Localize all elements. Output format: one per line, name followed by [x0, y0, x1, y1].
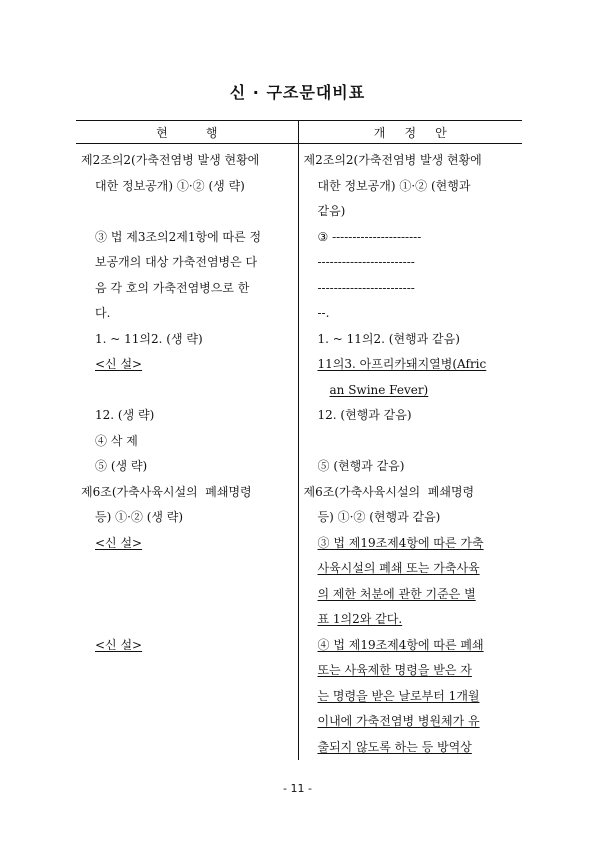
revised-item-12: 12. (현행과 같음) — [317, 408, 412, 422]
current-para-3-line3: 음 각 호의 가축전염병으로 한 — [95, 280, 250, 295]
header-current: 현 행 — [76, 121, 298, 144]
current-para-5: ⑤ (생 략) — [95, 459, 148, 473]
current-article-6-title: 제6조(가축사육시설의 폐쇄명령 — [81, 484, 252, 499]
current-para-3-line1: ③ 법 제3조의2제1항에 따른 정 — [95, 229, 262, 244]
revised-item-11-3-line2: an Swine Fever) — [329, 382, 429, 397]
revised-new-para-3-line2: 사육시설의 폐쇄 또는 가축사육 — [317, 561, 480, 575]
revised-new-para-4-line4: 이내에 가축전염병 병원체가 유 — [317, 714, 480, 728]
revised-article-2-cont2: 같음) — [317, 204, 346, 218]
current-article-2-title: 제2조의2(가축전염병 발생 현황에 — [81, 153, 260, 167]
revised-items-1-11: 1. ~ 11의2. (현행과 같음) — [317, 331, 460, 346]
revised-item-11-3-line1: 11의3. 아프리카돼지열병(Afric — [317, 357, 487, 371]
page-title: 신 · 구조문대비표 — [229, 83, 366, 102]
current-article-2-cont: 대한 정보공개) ①·② (생 략) — [95, 178, 245, 193]
current-column — [76, 144, 298, 761]
revised-para-3-line4: --. — [317, 306, 330, 320]
revised-new-para-4-line2: 또는 사육제한 명령을 받은 자 — [317, 663, 472, 677]
revised-para-3-line2: ------------------------ — [317, 255, 415, 269]
current-item-12: 12. (생 략) — [95, 408, 155, 422]
revised-new-para-3-line3: 의 제한 처분에 관한 기준은 별 — [317, 586, 476, 601]
current-para-3-line2: 보공개의 대상 가축전염병은 다 — [95, 255, 258, 269]
current-new-item-placeholder: <신 설> — [95, 357, 143, 371]
revised-article-6-cont: 등) ①·② (현행과 같음) — [317, 510, 441, 524]
current-items-1-11: 1. ~ 11의2. (생 략) — [95, 331, 203, 346]
revised-para-3-line1: ③ ---------------------- — [317, 229, 422, 244]
revised-article-2-title: 제2조의2(가축전염병 발생 현황에 — [303, 153, 482, 167]
revised-article-2-cont1: 대한 정보공개) ①·② (현행과 — [317, 178, 471, 193]
comparison-table — [76, 120, 522, 760]
revised-para-3-line3: ------------------------ — [317, 280, 415, 295]
revised-column — [298, 144, 522, 761]
current-new-para-3-placeholder: <신 설> — [95, 535, 143, 550]
page-number: - 11 - — [283, 782, 312, 795]
current-para-4: ④ 삭 제 — [95, 433, 138, 448]
revised-new-para-3-line4: 표 1의2와 같다. — [317, 612, 403, 626]
table-header-row — [76, 121, 522, 144]
revised-new-para-3-line1: ③ 법 제19조제4항에 따른 가축 — [317, 535, 484, 550]
revised-new-para-4-line3: 는 명령을 받은 날로부터 1개월 — [317, 688, 480, 703]
current-para-3-line4: 다. — [95, 306, 111, 320]
header-revised: 개 정 안 — [298, 121, 522, 144]
table-row — [76, 144, 522, 761]
revised-new-para-4-line5: 출되지 않도록 하는 등 방역상 — [317, 739, 472, 754]
revised-new-para-4-line1: ④ 법 제19조제4항에 따른 폐쇄 — [317, 637, 484, 652]
current-article-6-cont: 등) ①·② (생 략) — [95, 510, 184, 524]
revised-article-6-title: 제6조(가축사육시설의 폐쇄명령 — [303, 484, 475, 499]
current-new-para-4-placeholder: <신 설> — [95, 637, 143, 652]
revised-para-5: ⑤ (현행과 같음) — [317, 459, 405, 473]
